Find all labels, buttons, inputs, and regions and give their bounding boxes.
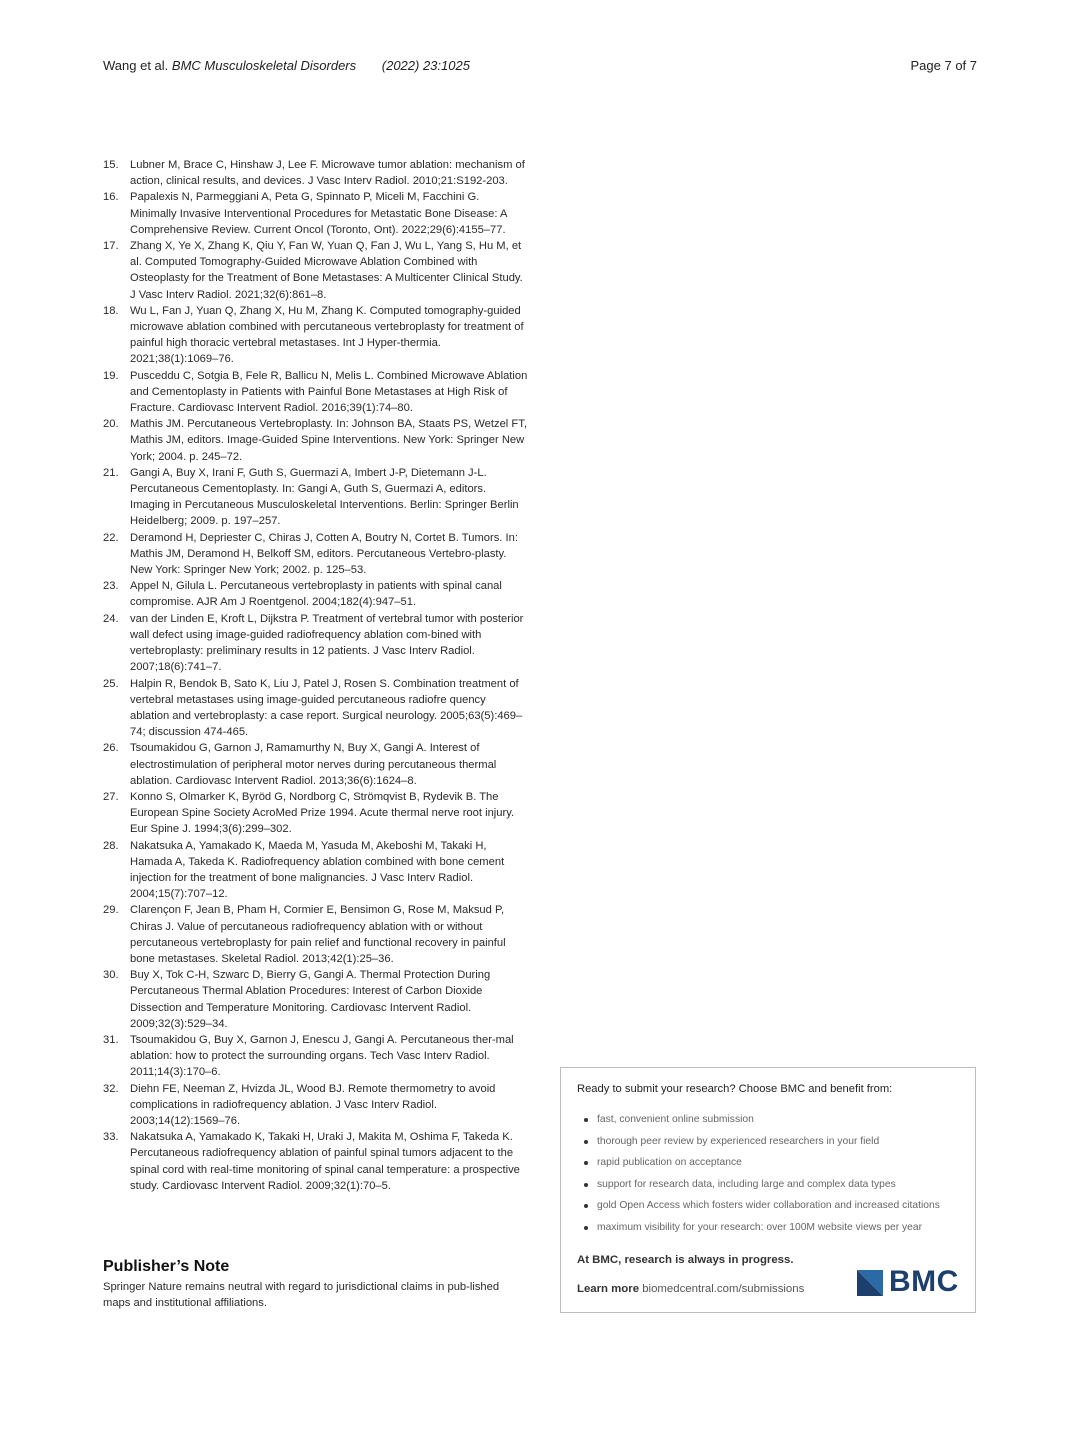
reference-text: Nakatsuka A, Yamakado K, Maeda M, Yasuda M, Akeboshi M, Takaki H, Hamada A, Takeda K. Radiofrequency ablation combined with bone cement injection for the treatment of bone malignancies. J Vasc Interv Radiol. 2004;15(7):707–12.	[130, 839, 505, 901]
bullet-icon	[584, 1140, 588, 1144]
reference-text: Clarençon F, Jean B, Pham H, Cormier E, Bensimon G, Rose M, Maksud P, Chiras J. Value of percutaneous radiofrequency ablation with or without percutaneous vertebroplasty for pain relief and functional recovery in painful bone metastases. Skeletal Radiol. 2013;42(1):25–36.	[130, 904, 506, 965]
bullet-icon	[584, 1183, 588, 1187]
bullet-icon	[584, 1226, 588, 1230]
reference-number: 22.	[103, 531, 119, 544]
reference-number: 17.	[103, 240, 119, 253]
publishers-note-heading: Publisher’s Note	[103, 1258, 230, 1275]
reference-item	[103, 578, 528, 610]
ad-benefit-item	[583, 1198, 940, 1220]
reference-item	[103, 157, 528, 189]
reference-item	[103, 1032, 528, 1081]
reference-item	[103, 368, 528, 417]
reference-text: Papalexis N, Parmeggiani A, Peta G, Spinnato P, Miceli M, Facchini G. Minimally Invasive Interventional Procedures for Metastatic Bone Disease: A Comprehensive Review. Current Oncol (Toronto, Ont). 2022;29(6):4155–77.	[130, 191, 507, 236]
reference-item	[103, 611, 528, 676]
ad-benefit-item	[583, 1134, 940, 1156]
reference-number: 24.	[103, 612, 119, 625]
reference-text: Tsoumakidou G, Buy X, Garnon J, Enescu J, Gangi A. Percutaneous ther-mal ablation: how to protect the surrounding organs. Tech Vasc Interv Radiol. 2011;14(3):170–6.	[130, 1033, 514, 1079]
reference-item	[103, 303, 528, 368]
page-number: Page 7 of 7	[910, 58, 977, 73]
ad-benefit-item	[583, 1220, 940, 1242]
bmc-logo-text: BMC	[889, 1265, 959, 1298]
bmc-logo-icon	[857, 1270, 883, 1296]
bmc-logo	[857, 1265, 967, 1298]
learn-more-label: Learn more	[577, 1283, 640, 1295]
reference-text: Tsoumakidou G, Garnon J, Ramamurthy N, Buy X, Gangi A. Interest of electrostimulation of peripheral motor nerves during percutaneous thermal ablation. Cardiovasc Intervent Radiol. 2013;36(6):1624–8.	[130, 742, 497, 787]
reference-number: 19.	[103, 369, 119, 382]
ad-tagline: At BMC, research is always in progress.	[577, 1254, 794, 1266]
learn-more-link[interactable]	[577, 1283, 804, 1295]
reference-item	[103, 530, 528, 579]
reference-item	[103, 238, 528, 303]
bullet-icon	[584, 1118, 588, 1122]
reference-text: Diehn FE, Neeman Z, Hvizda JL, Wood BJ. Remote thermometry to avoid complications in radiofrequency ablation. J Vasc Interv Radiol. 2003;14(12):1569–76.	[130, 1082, 496, 1127]
reference-number: 15.	[103, 159, 119, 171]
reference-item	[103, 838, 528, 903]
ad-benefits-list	[583, 1112, 940, 1241]
reference-text: van der Linden E, Kroft L, Dijkstra P. Treatment of vertebral tumor with posterior wall defect using image-guided radiofrequency ablation com-bined with vertebroplasty: preliminary results in 12 patients. J Vasc Interv Radiol. 2007;18(6):741–7.	[130, 612, 524, 674]
reference-number: 26.	[103, 742, 119, 755]
reference-number: 33.	[103, 1131, 119, 1144]
ad-benefit-text: support for research data, including large and complex data types	[597, 1178, 896, 1190]
reference-item	[103, 465, 528, 530]
reference-list	[103, 157, 528, 1194]
reference-number: 30.	[103, 969, 119, 982]
reference-text: Halpin R, Bendok B, Sato K, Liu J, Patel J, Rosen S. Combination treatment of vertebral metastases using image-guided percutaneous radiofre quency ablation and vertebroplasty: a case report. Surgical neurology. 2005;63(5):469–74; discussion 474-465.	[130, 677, 523, 739]
reference-text: Gangi A, Buy X, Irani F, Guth S, Guermazi A, Imbert J-P, Dietemann J-L. Percutaneous Cementoplasty. In: Gangi A, Guth S, Guermazi A, editors. Imaging in Percutaneous Musculoskeletal Interventions. Berlin: Springer Berlin Heidelberg; 2009. p. 197–257.	[130, 466, 519, 528]
reference-text: Pusceddu C, Sotgia B, Fele R, Ballicu N, Melis L. Combined Microwave Ablation and Cementoplasty in Patients with Painful Bone Metastases at High Risk of Fracture. Cardiovasc Intervent Radiol. 2016;39(1):74–80.	[130, 369, 528, 415]
reference-text: Lubner M, Brace C, Hinshaw J, Lee F. Microwave tumor ablation: mechanism of action, clinical results, and devices. J Vasc Interv Radiol. 2010;21:S192-203.	[130, 159, 525, 188]
ad-title: Ready to submit your research? Choose BMC and benefit from:	[577, 1083, 893, 1095]
reference-item	[103, 740, 528, 789]
reference-number: 28.	[103, 839, 119, 852]
reference-number: 25.	[103, 677, 119, 690]
reference-number: 29.	[103, 904, 119, 917]
year-volume: (2022) 23:1025	[381, 58, 470, 73]
publishers-note-text: Springer Nature remains neutral with regard to jurisdictional claims in pub-lished maps and institutional affiliations.	[103, 1281, 500, 1309]
reference-number: 16.	[103, 191, 119, 204]
reference-item	[103, 1129, 528, 1194]
reference-text: Zhang X, Ye X, Zhang K, Qiu Y, Fan W, Yuan Q, Fan J, Wu L, Yang S, Hu M, et al. Computed Tomography-Guided Microwave Ablation Combined with Osteoplasty for the Treatment of Bone Metastases: A Multicenter Clinical Study. J Vasc Interv Radiol. 2021;32(6):861–8.	[130, 240, 523, 301]
reference-item	[103, 416, 528, 465]
reference-number: 20.	[103, 418, 119, 431]
ad-benefit-text: rapid publication on acceptance	[597, 1157, 742, 1168]
reference-number: 32.	[103, 1082, 119, 1095]
reference-item	[103, 1081, 528, 1130]
reference-item	[103, 967, 528, 1032]
ad-benefit-text: fast, convenient online submission	[597, 1114, 754, 1125]
reference-text: Appel N, Gilula L. Percutaneous vertebroplasty in patients with spinal canal compromise. AJR Am J Roentgenol. 2004;182(4):947–51.	[130, 580, 502, 609]
citation-line	[103, 58, 470, 73]
reference-text: Nakatsuka A, Yamakado K, Takaki H, Uraki J, Makita M, Oshima F, Takeda K. Percutaneous radiofrequency ablation of painful spinal tumors adjacent to the spinal cord with real-time monitoring of spinal canal temperature: a prospective study. Cardiovasc Intervent Radiol. 2009;32(1):70–5.	[130, 1131, 520, 1192]
reference-number: 31.	[103, 1033, 119, 1046]
ad-benefit-item	[583, 1177, 940, 1199]
ad-benefit-text: gold Open Access which fosters wider collaboration and increased citations	[597, 1200, 940, 1211]
reference-text: Konno S, Olmarker K, Byröd G, Nordborg C, Strömqvist B, Rydevik B. The European Spine Society AcroMed Prize 1994. Acute thermal nerve root injury. Eur Spine J. 1994;3(6):299–302.	[130, 790, 515, 836]
ad-benefit-text: maximum visibility for your research: over 100M website views per year	[597, 1221, 923, 1233]
reference-text: Wu L, Fan J, Yuan Q, Zhang X, Hu M, Zhang K. Computed tomography-guided microwave ablation combined with percutaneous vertebroplasty for treatment of painful high thoracic vertebral metastases. Int J Hyper-thermia. 2021;38(1):1069–76.	[130, 304, 524, 366]
authors: Wang et al.	[103, 58, 169, 73]
reference-text: Buy X, Tok C-H, Szwarc D, Bierry G, Gangi A. Thermal Protection During Percutaneous Thermal Ablation Procedures: Interest of Carbon Dioxide Dissection and Temperature Monitoring. Cardiovasc Intervent Radiol. 2009;32(3):529–34.	[130, 969, 491, 1030]
bullet-icon	[584, 1161, 588, 1165]
ad-benefit-text: thorough peer review by experienced researchers in your field	[597, 1135, 880, 1147]
reference-text: Mathis JM. Percutaneous Vertebroplasty. In: Johnson BA, Staats PS, Wetzel FT, Mathis JM, editors. Image-Guided Spine Interventions. New York: Springer New York; 2004. p. 245–72.	[130, 418, 527, 463]
reference-number: 23.	[103, 580, 119, 593]
reference-number: 18.	[103, 304, 119, 317]
publishers-note	[103, 1258, 523, 1311]
reference-item	[103, 902, 528, 967]
reference-item	[103, 789, 528, 838]
journal-name: BMC Musculoskeletal Disorders	[171, 58, 357, 73]
learn-more-url[interactable]: biomedcentral.com/submissions	[642, 1283, 805, 1295]
reference-number: 21.	[103, 466, 119, 479]
reference-number: 27.	[103, 790, 119, 803]
page-header	[103, 58, 977, 78]
bmc-submission-ad	[560, 1067, 976, 1313]
bullet-icon	[584, 1204, 588, 1208]
ad-benefit-item	[583, 1155, 940, 1177]
reference-text: Deramond H, Depriester C, Chiras J, Cotten A, Boutry N, Cortet B. Tumors. In: Mathis JM, Deramond H, Belkoff SM, editors. Percutaneous Vertebro-plasty. New York: Springer New York; 2002. p. 125–53.	[130, 531, 518, 577]
reference-item	[103, 676, 528, 741]
ad-benefit-item	[583, 1112, 940, 1134]
reference-item	[103, 189, 528, 238]
